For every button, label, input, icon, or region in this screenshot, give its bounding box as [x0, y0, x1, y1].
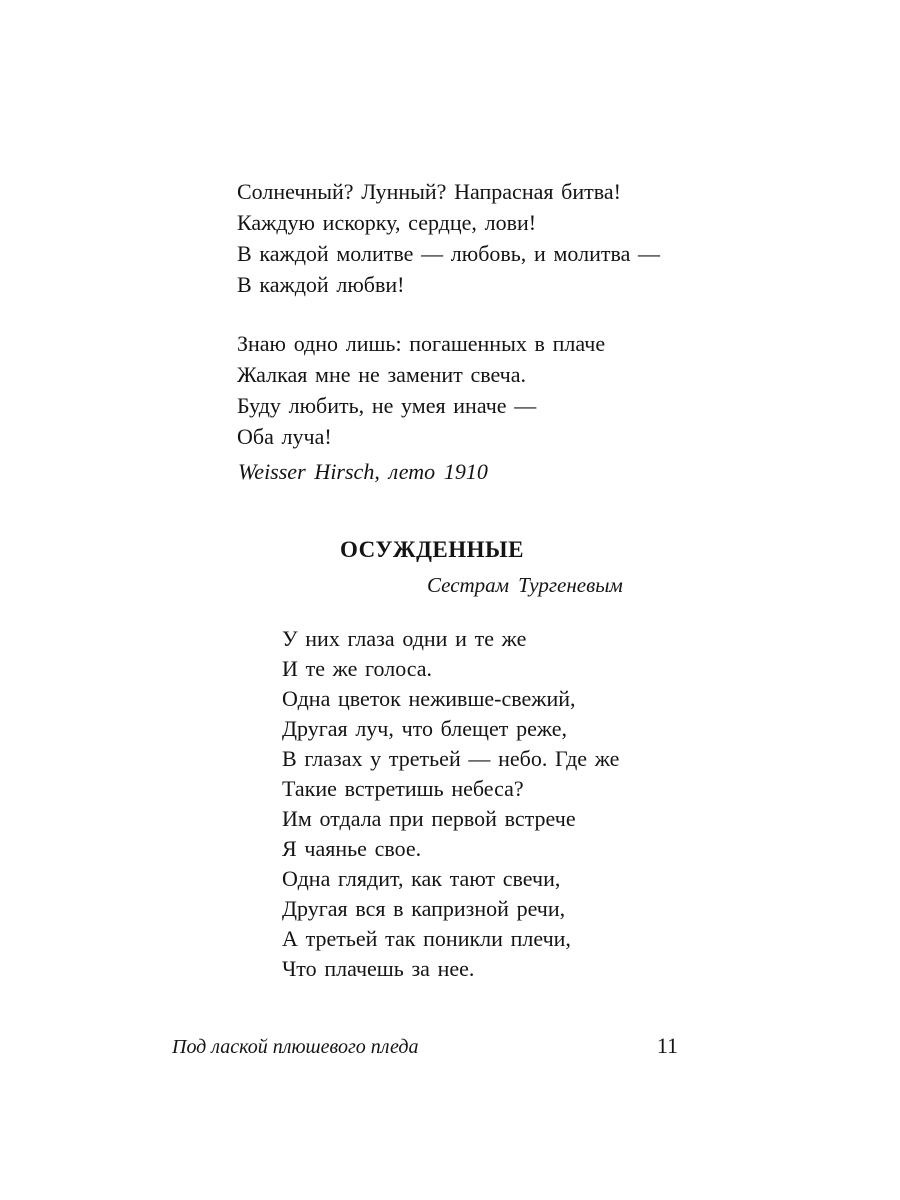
poem-line: У них глаза одни и те же — [282, 626, 527, 651]
poem-title: ОСУЖДЕННЫЕ — [340, 537, 524, 562]
poem-line: А третьей так поникли плечи, — [282, 926, 571, 951]
poem-line: Солнечный? Лунный? Напрасная битва! — [237, 179, 621, 204]
poem-line: Знаю одно лишь: погашенных в плаче — [237, 331, 606, 356]
poem-line: Одна глядит, как тают свечи, — [282, 866, 561, 891]
poem-dateline: Weisser Hirsch, лето 1910 — [238, 459, 488, 484]
previous-poem-stanza-2 — [237, 328, 605, 452]
poem-line: Другая луч, что блещет реже, — [282, 716, 568, 741]
poem-line: Такие встретишь небеса? — [282, 776, 524, 801]
poem-line: Одна цветок неживше-свежий, — [282, 686, 576, 711]
poem-line: Что плачешь за нее. — [282, 956, 475, 981]
running-title: Под лаской плюшевого пледа — [172, 1036, 419, 1058]
poem-line: В каждой молитве — любовь, и молитва — — [237, 241, 661, 266]
page-number: 11 — [656, 1033, 678, 1058]
poem-dedication: Сестрам Тургеневым — [427, 573, 623, 597]
poem-line: Буду любить, не умея иначе — — [237, 393, 537, 418]
poem-line: Оба луча! — [237, 424, 332, 449]
poem-line: И те же голоса. — [282, 656, 433, 681]
poem-line: Каждую искорку, сердце, лови! — [237, 210, 537, 235]
poem-line: В глазах у третьей — небо. Где же — [282, 746, 620, 771]
previous-poem-stanza-1 — [237, 176, 660, 300]
poem-line: Жалкая мне не заменит свеча. — [237, 362, 527, 387]
poem-line: Я чаянье свое. — [282, 836, 422, 861]
poem-body — [282, 624, 619, 984]
poem-line: Другая вся в капризной речи, — [282, 896, 566, 921]
poem-line: Им отдала при первой встрече — [282, 806, 576, 831]
poem-line: В каждой любви! — [237, 272, 405, 297]
